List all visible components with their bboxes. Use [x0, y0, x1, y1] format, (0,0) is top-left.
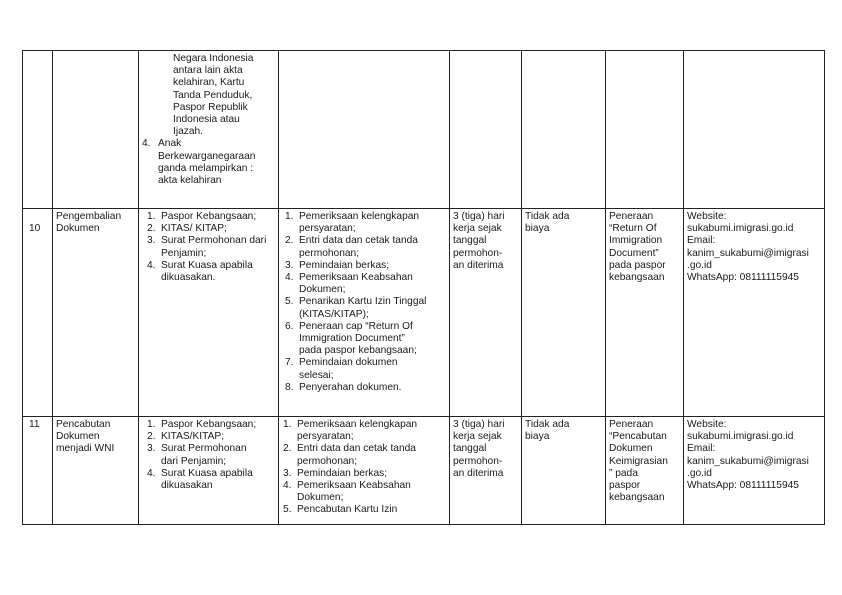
requirement-item [147, 431, 275, 443]
procedure-step [283, 480, 446, 504]
procedure-step-text: Entri data dan cetak tanda permohonan; [297, 443, 416, 467]
procedure-step [283, 419, 446, 443]
cell-service-name: Pengembalian Dokumen [53, 209, 139, 417]
cell-no [23, 51, 53, 209]
procedure-step [285, 382, 446, 394]
requirement-item [147, 223, 275, 235]
table-row [23, 417, 825, 525]
procedure-step [285, 235, 446, 259]
procedure-step [285, 296, 446, 320]
services-table [22, 50, 825, 525]
cell-contact: Website: sukabumi.imigrasi.go.id Email: kanim_sukabumi@imigrasi .go.id WhatsApp: 08111115945 [684, 209, 825, 417]
cell-no: 10 [23, 209, 53, 417]
cell-cost: Tidak ada biaya [522, 417, 606, 525]
requirement-item-text: Surat Kuasa apabila dikuasakan. [161, 259, 253, 284]
procedure-step-text: Pemindaian dokumen selesai; [299, 357, 398, 381]
procedure-step-text: Pemeriksaan Keabsahan Dokumen; [297, 480, 411, 504]
procedure-step [285, 357, 446, 381]
requirement-continuation: Negara Indonesia antara lain akta kelahiran, Kartu Tanda Penduduk, Paspor Republik Indonesia atau Ijazah. [173, 53, 254, 138]
procedure-list [285, 211, 446, 394]
cell-procedure [279, 209, 450, 417]
procedure-step-text: Pemeriksaan Keabsahan Dokumen; [299, 272, 413, 296]
procedure-step [283, 443, 446, 467]
cell-time: 3 (tiga) hari kerja sejak tanggal permohon- an diterima [450, 209, 522, 417]
procedure-list [283, 419, 446, 517]
requirement-item [147, 468, 275, 492]
cell-cost: Tidak ada biaya [522, 209, 606, 417]
procedure-step-text: Penarikan Kartu Izin Tinggal (KITAS/KITAP); [299, 296, 427, 320]
requirement-item [147, 443, 275, 467]
cell-service-name [53, 51, 139, 209]
procedure-step [283, 504, 446, 516]
requirement-item [142, 138, 275, 187]
procedure-step [283, 468, 446, 480]
cell-product [606, 51, 684, 209]
procedure-step-text: Pencabutan Kartu Izin [297, 504, 398, 516]
procedure-step-text: Pemeriksaan kelengkapan persyaratan; [299, 211, 420, 235]
cell-contact: Website: sukabumi.imigrasi.go.id Email: kanim_sukabumi@imigrasi .go.id WhatsApp: 08111115945 [684, 417, 825, 525]
requirement-item-text: Surat Permohonan dari Penjamin; [161, 443, 247, 467]
requirements-list [147, 211, 275, 284]
procedure-step-text: Pemindaian berkas; [297, 467, 388, 479]
procedure-step-text: Penyerahan dokumen. [299, 381, 402, 393]
cell-procedure [279, 51, 450, 209]
requirement-item-text: Paspor Kebangsaan; [161, 211, 257, 222]
cell-no: 11 [23, 417, 53, 525]
requirement-item-text: Surat Permohonan dari Penjamin; [161, 235, 267, 259]
requirement-item [147, 260, 275, 284]
requirement-item-text: KITAS/ KITAP; [161, 223, 227, 235]
cell-requirements [139, 209, 279, 417]
procedure-step [285, 260, 446, 272]
procedure-step-text: Peneraan cap “Return Of Immigration Document” pada paspor kebangsaan; [299, 320, 417, 357]
table-row [23, 209, 825, 417]
cell-product: Peneraan “Return Of Immigration Document” pada paspor kebangsaan [606, 209, 684, 417]
requirement-item [147, 235, 275, 259]
requirements-list [147, 419, 275, 492]
requirement-item-text: Surat Kuasa apabila dikuasakan [161, 467, 253, 492]
procedure-step-text: Entri data dan cetak tanda permohonan; [299, 235, 418, 259]
cell-contact [684, 51, 825, 209]
procedure-step-text: Pemeriksaan kelengkapan persyaratan; [297, 419, 418, 443]
procedure-step [285, 321, 446, 358]
requirement-item [147, 211, 275, 223]
cell-requirements [139, 51, 279, 209]
procedure-step [285, 272, 446, 296]
table-row [23, 51, 825, 209]
procedure-step-text: Pemindaian berkas; [299, 259, 390, 271]
cell-product: Peneraan “Pencabutan Dokumen Keimigrasian ” pada paspor kebangsaan [606, 417, 684, 525]
requirement-item-text: Paspor Kebangsaan; [161, 419, 257, 430]
requirement-item-text: KITAS/KITAP; [161, 431, 225, 443]
procedure-step [285, 211, 446, 235]
cell-cost [522, 51, 606, 209]
cell-time [450, 51, 522, 209]
requirement-number: 4. [142, 138, 151, 150]
cell-time: 3 (tiga) hari kerja sejak tanggal permohon- an diterima [450, 417, 522, 525]
cell-requirements [139, 417, 279, 525]
requirement-item [147, 419, 275, 431]
cell-service-name: Pencabutan Dokumen menjadi WNI [53, 417, 139, 525]
requirement-text: Anak Berkewarganegaraan ganda melampirkan : akta kelahiran [158, 138, 256, 187]
cell-procedure [279, 417, 450, 525]
